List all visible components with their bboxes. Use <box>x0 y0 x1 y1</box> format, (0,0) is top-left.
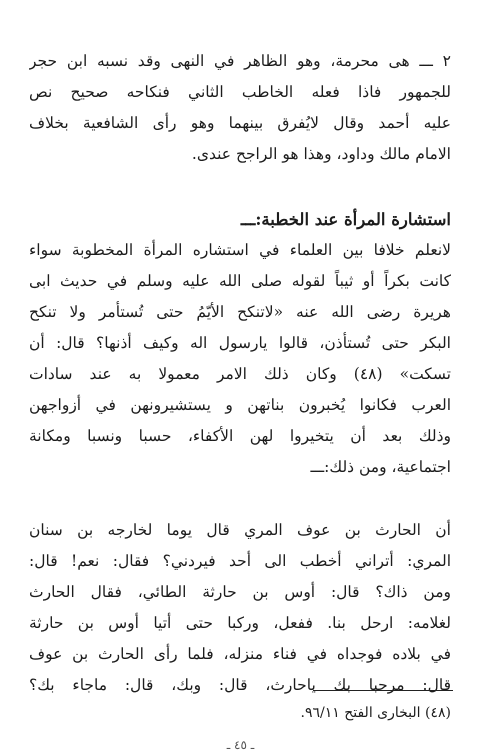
footnote-divider <box>313 690 453 691</box>
text-line: في بلاده فوجداه في فناء منزله، فلما رأى الحارث بن عوف <box>29 645 451 663</box>
text-line: البكر حتى تُستأذن، قالوا يارسول اله وكيف أذنها؟ قال: أن <box>29 334 451 352</box>
text-line: قال: مرحبا بك ياحارث، قال: وبك، قال: ماجاء بك؟ <box>29 676 451 694</box>
footnote: (٤٨) البخارى الفتح ٩٦/١١. <box>300 705 451 721</box>
text-line: كانت بكراً أو ثيباً لقوله صلى الله عليه وسلم في حديث ابى <box>29 272 451 290</box>
page-number: ـ ٤٥ ـ <box>226 738 255 752</box>
text-line: أن الحارث بن عوف المري قال يوما لخارجه بن سنان <box>29 521 451 539</box>
text-line: للجمهور فاذا فعله الخاطب الثاني فنكاحه صحيح نص <box>29 83 451 101</box>
text-line: ومن ذاك؟ قال: أوس بن حارثة الطائي، فقال الحارث <box>29 583 451 601</box>
text-line: تسكت» (٤٨) وكان ذلك الامر معمولا به عند سادات <box>29 365 451 383</box>
paragraph-story <box>29 515 451 701</box>
paragraph-ruling <box>29 46 451 170</box>
paragraph-consultation <box>29 235 451 483</box>
text-line: الامام مالك وداود، وهذا هو الراجح عندى. <box>191 145 451 163</box>
text-line: وذلك بعد أن يتخيروا لهن الأكفاء، حسبا ونسبا ومكانة <box>29 427 451 445</box>
text-line: هريرة رضى الله عنه «لاتنكح الأيّمُ حتى تُستأمر ولا تنكح <box>29 303 451 321</box>
text-line: لغلامه: ارحل بنا. ففعل، وركبا حتى أتيا أوس بن حارثة <box>29 614 451 632</box>
text-line: العرب فكانوا يُخبرون بناتهن و يستشيرونهن في أزواجهن <box>29 396 451 414</box>
text-line: لانعلم خلافا بين العلماء في استشاره المرأة المخطوبة سواء <box>29 241 451 259</box>
text-line: المري: أتراني أخطب الى أحد فيردني؟ فقال: نعم! قال: <box>29 552 451 570</box>
text-line: اجتماعية، ومن ذلك:ـــ <box>310 458 451 476</box>
section-heading: استشارة المرأة عند الخطبة:ـــ <box>240 210 451 229</box>
text-line: عليه أحمد وقال لايُفرق بينهما وهو رأى الشافعية بخلاف <box>29 114 451 132</box>
text-line: ٢ ـــ هى محرمة، وهو الظاهر في النهى وقد نسبه ابن حجر <box>29 52 451 70</box>
